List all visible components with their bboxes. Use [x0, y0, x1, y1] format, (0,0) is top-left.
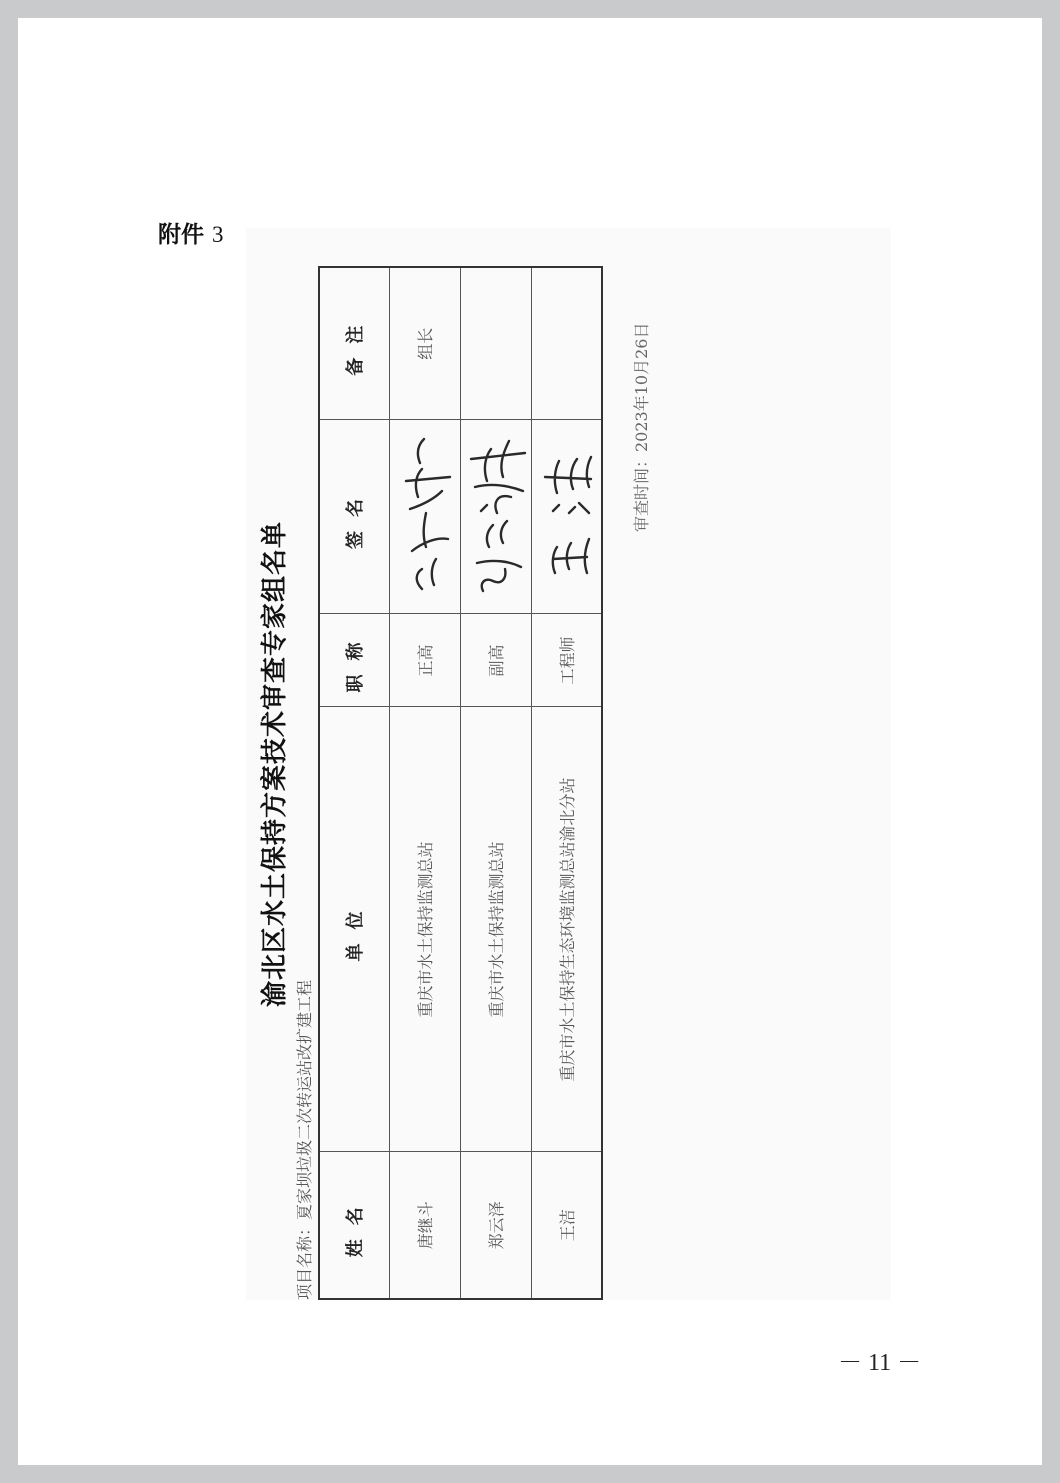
roster-title: 渝北区水土保持方案技术审查专家组名单	[260, 521, 290, 1008]
header-note: 备注	[319, 267, 389, 420]
handwritten-signature	[463, 425, 529, 609]
review-date: 审查时间：2023年10月26日	[632, 322, 651, 532]
attachment-number: 3	[212, 222, 224, 247]
cell-unit: 重庆市水土保持监测总站	[460, 707, 531, 1152]
cell-signature	[460, 420, 531, 614]
header-title: 职称	[319, 614, 389, 707]
cell-note	[460, 267, 531, 420]
cell-name: 唐继斗	[389, 1152, 460, 1299]
header-signature: 签名	[319, 420, 389, 614]
project-name-line: 项目名称：夏家坝垃圾二次转运站改扩建工程	[295, 979, 314, 1300]
table-header-row	[319, 267, 389, 1299]
header-name: 姓名	[319, 1152, 389, 1299]
cell-title: 副高	[460, 614, 531, 707]
table-row	[460, 267, 531, 1299]
cell-name: 王洁	[531, 1152, 602, 1299]
cell-signature	[531, 420, 602, 614]
handwritten-signature	[392, 425, 458, 609]
cell-unit: 重庆市水土保持生态环境监测总站渝北分站	[531, 707, 602, 1152]
cell-note: 组长	[389, 267, 460, 420]
page-number: － 11 －	[838, 1350, 922, 1376]
cell-title: 工程师	[531, 614, 602, 707]
handwritten-signature	[533, 425, 599, 609]
rotated-roster-sheet	[246, 228, 891, 1300]
table-row	[389, 267, 460, 1299]
cell-unit: 重庆市水土保持监测总站	[389, 707, 460, 1152]
cell-name: 郑云泽	[460, 1152, 531, 1299]
attachment-word: 附件	[158, 222, 204, 248]
attachment-label	[158, 216, 224, 249]
expert-roster-table	[318, 266, 603, 1300]
header-unit: 单位	[319, 707, 389, 1152]
table-row	[531, 267, 602, 1299]
cell-note	[531, 267, 602, 420]
cell-signature	[389, 420, 460, 614]
cell-title: 正高	[389, 614, 460, 707]
